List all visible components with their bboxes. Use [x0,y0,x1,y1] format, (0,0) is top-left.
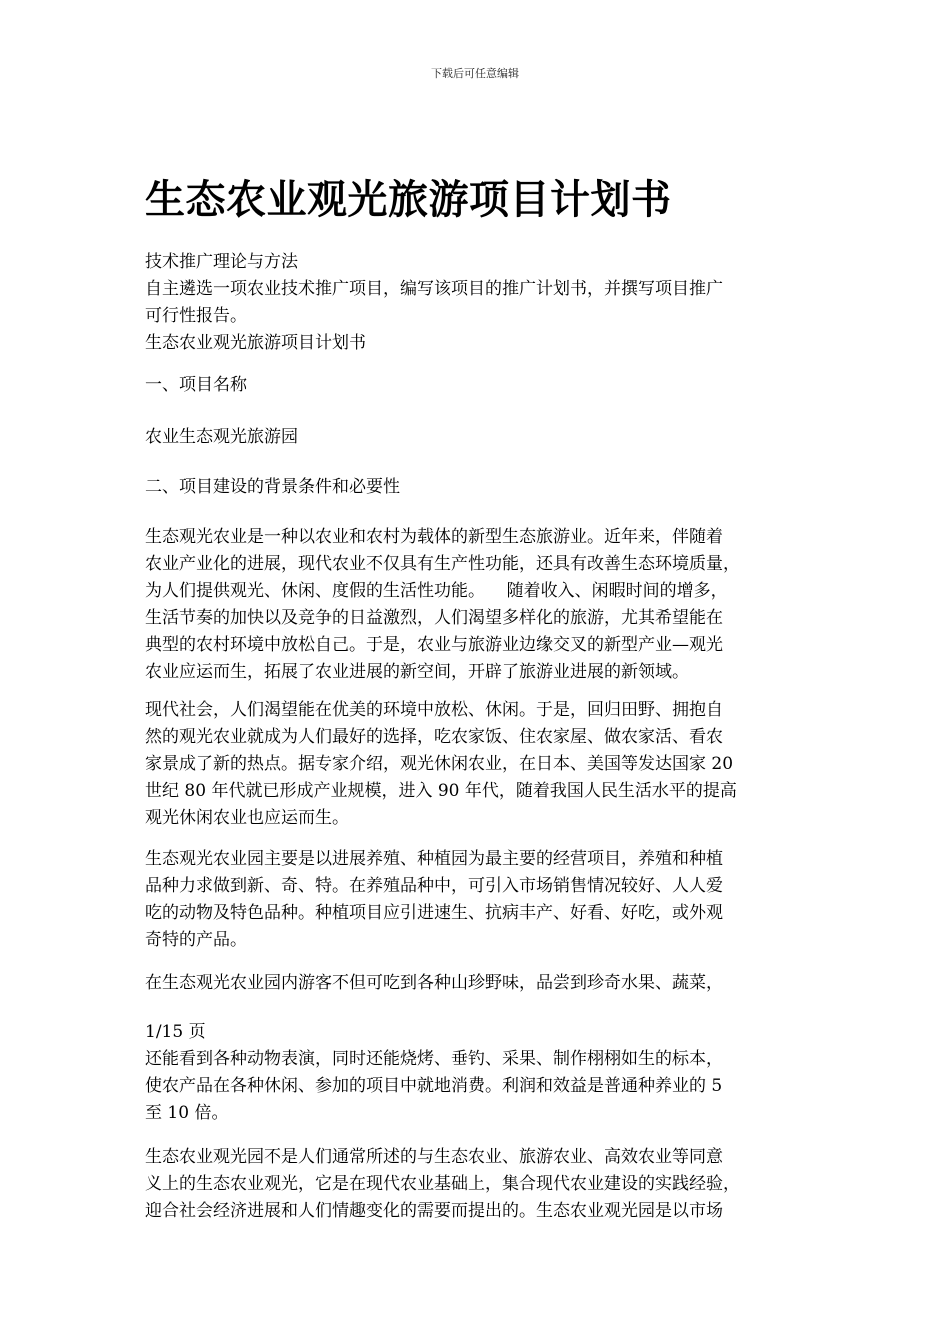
document-title: 生态农业观光旅游项目计划书 [145,176,672,223]
paragraph-line: 迎合社会经济进展和人们情趣变化的需要而提出的。生态农业观光园是以市场 [145,1201,723,1221]
paragraph-line: 吃的动物及特色品种。种植项目应引进速生、抗病丰产、好看、好吃，或外观 [145,903,723,923]
paragraph-line: 为人们提供观光、休闲、度假的生活性功能。 随着收入、闲暇时间的增多， [145,581,728,601]
paragraph-4-continued [145,1046,810,1127]
paragraph-line: 生活节奏的加快以及竞争的日益激烈，人们渴望多样化的旅游，尤其希望能在 [145,608,723,628]
paragraph-line: 至 10 倍。 [145,1103,229,1123]
paragraph-1 [145,524,810,686]
section1-body: 农业生态观光旅游园 [145,427,298,447]
paragraph-line: 义上的生态农业观光，它是在现代农业基础上，集合现代农业建设的实践经验， [145,1174,740,1194]
paragraph-line: 品种力求做到新、奇、特。在养殖品种中，可引入市场销售情况较好、人人爱 [145,876,723,896]
header-note: 下载后可任意编辑 [431,67,519,80]
paragraph-line: 农业产业化的进展，现代农业不仅具有生产性功能，还具有改善生态环境质量， [145,554,740,574]
paragraph-line: 生态观光农业是一种以农业和农村为载体的新型生态旅游业。近年来，伴随着 [145,527,723,547]
paragraph-line: 家景成了新的热点。据专家介绍，观光休闲农业，在日本、美国等发达国家 20 [145,754,734,774]
paragraph-line: 然的观光农业就成为人们最好的选择，吃农家饭、住农家屋、做农家活、看农 [145,727,723,747]
paragraph-5 [145,1144,810,1225]
paragraph-line: 使农产品在各种休闲、参加的项目中就地消费。利润和效益是普通种养业的 5 [145,1076,723,1096]
paragraph-line: 观光休闲农业也应运而生。 [145,808,349,828]
section2-heading: 二、项目建设的背景条件和必要性 [145,477,400,497]
paragraph-line: 典型的农村环境中放松自己。于是，农业与旅游业边缘交叉的新型产业—观光 [145,635,723,655]
page-number: 1/15 页 [145,1022,206,1042]
assignment-line-2: 可行性报告。 [145,306,247,326]
paragraph-4-start: 在生态观光农业园内游客不但可吃到各种山珍野味，品尝到珍奇水果、蔬菜， [145,973,723,993]
paragraph-line: 现代社会，人们渴望能在优美的环境中放松、休闲。于是，回归田野、拥抱自 [145,700,723,720]
paragraph-line: 世纪 80 年代就已形成产业规模，进入 90 年代，随着我国人民生活水平的提高 [145,781,737,801]
section1-heading: 一、项目名称 [145,375,247,395]
paragraph-line: 生态观光农业园主要是以进展养殖、种植园为最主要的经营项目，养殖和种植 [145,849,723,869]
paragraph-line: 农业应运而生，拓展了农业进展的新空间，开辟了旅游业进展的新领域。 [145,662,689,682]
paragraph-line: 还能看到各种动物表演，同时还能烧烤、垂钓、采果、制作栩栩如生的标本， [145,1049,723,1069]
paragraph-line: 生态农业观光园不是人们通常所述的与生态农业、旅游农业、高效农业等同意 [145,1147,723,1167]
paragraph-2 [145,697,810,832]
assignment-line-1: 自主遴选一项农业技术推广项目，编写该项目的推广计划书，并撰写项目推广 [145,279,723,299]
paragraph-3 [145,846,810,954]
plan-subtitle: 生态农业观光旅游项目计划书 [145,333,366,353]
paragraph-line: 奇特的产品。 [145,930,247,950]
intro-block [145,249,810,357]
course-name: 技术推广理论与方法 [145,252,298,272]
